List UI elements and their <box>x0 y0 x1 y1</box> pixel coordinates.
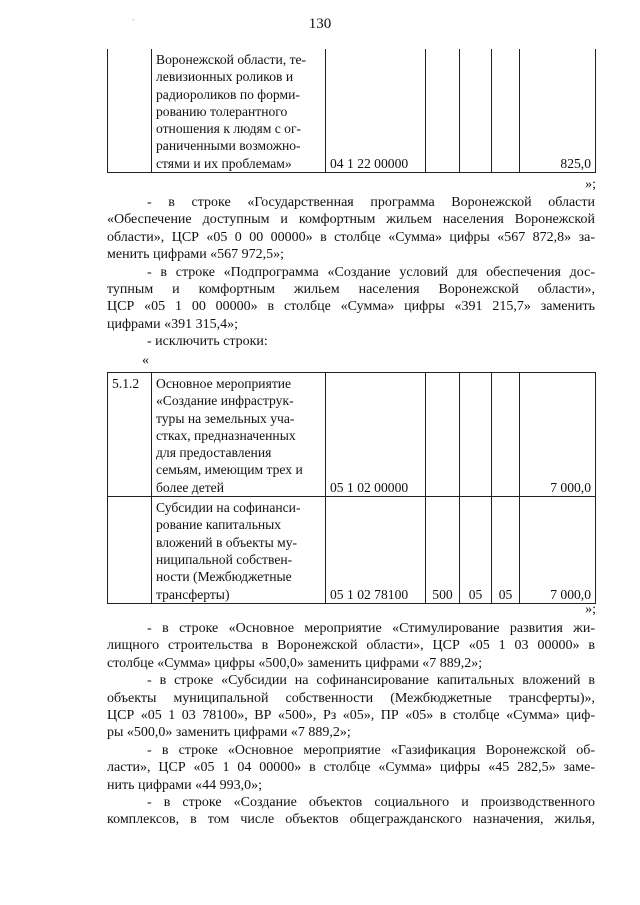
row-name: Субсидии на софинанси- рование капитальных вложений в объекты му- ниципальной собствен- ности (Межбюджетные трансферты) <box>152 497 326 604</box>
table-row <box>108 373 596 497</box>
row-sum: 7 000,0 <box>520 497 596 604</box>
opening-quote: « <box>142 353 149 368</box>
row-csr: 04 1 22 00000 <box>326 49 426 173</box>
table-row <box>108 49 596 173</box>
row-vr: 500 <box>426 497 460 604</box>
row-rz <box>460 373 492 497</box>
row-rz <box>460 49 492 173</box>
row-vr <box>426 49 460 173</box>
row-pr <box>492 373 520 497</box>
row-pr: 05 <box>492 497 520 604</box>
budget-table-continuation <box>107 49 596 173</box>
row-number: 5.1.2 <box>108 373 152 497</box>
closing-quote: »; <box>585 602 596 617</box>
table-row <box>108 497 596 604</box>
row-sum: 825,0 <box>520 49 596 173</box>
row-pr <box>492 49 520 173</box>
row-sum: 7 000,0 <box>520 373 596 497</box>
row-rz: 05 <box>460 497 492 604</box>
excluded-rows-table <box>107 372 596 604</box>
row-vr <box>426 373 460 497</box>
row-csr: 05 1 02 00000 <box>326 373 426 497</box>
amendment-block-2: - в строке «Основное мероприятие «Стимулирование развития жи- лищного строительства в Воронежской области», ЦСР «05 1 03 00000» в столбце «Сумма» цифры «500,0» заменить цифрами «7 889,2»; - в строке «Субсидии на софинансирование капитальных вложений в объекты муниципальной собственности (Межбюджетные трансферты)», ЦСР «05 1 03 78100», ВР «500», Рз «05», ПР «05» в столбце «Сумма» циф- ры «500,0» заменить цифрами «7 889,2»; - в строке «Основное мероприятие «Газификация Воронежской об- ласти», ЦСР «05 1 04 00000» в столбце «Сумма» цифры «45 282,5» заме- нить цифрами «44 993,0»; - в строке «Создание объектов социального и производственного комплексов, в том числе объектов общегражданского назначения, жилья, <box>107 621 595 828</box>
row-number <box>108 497 152 604</box>
amendment-block-1: - в строке «Государственная программа Воронежской области «Обеспечение доступным и комфортным жильем населения Воронежской области», ЦСР «05 0 00 00000» в столбце «Сумма» цифры «567 872,8» за- менить цифрами «567 972,5»; - в строке «Подпрограмма «Создание условий для обеспечения дос- тупным и комфортным жильем населения Воронежской области», ЦСР «05 1 00 00000» в столбце «Сумма» цифры «391 215,7» заменить цифрами «391 315,4»; - исключить строки: <box>107 195 595 350</box>
scan-mark: ` <box>132 18 135 27</box>
row-number <box>108 49 152 173</box>
row-name: Воронежской области, те- левизионных роликов и радиороликов по форми- рованию толерантного отношения к людям с ог- раниченными возможно- стями и их проблемам» <box>152 49 326 173</box>
closing-quote: »; <box>585 177 596 192</box>
row-name: Основное мероприятие «Создание инфраструк- туры на земельных уча- стках, предназначенных для предоставления семьям, имеющим трех и более детей <box>152 373 326 497</box>
page-number: 130 <box>308 16 332 32</box>
row-csr: 05 1 02 78100 <box>326 497 426 604</box>
